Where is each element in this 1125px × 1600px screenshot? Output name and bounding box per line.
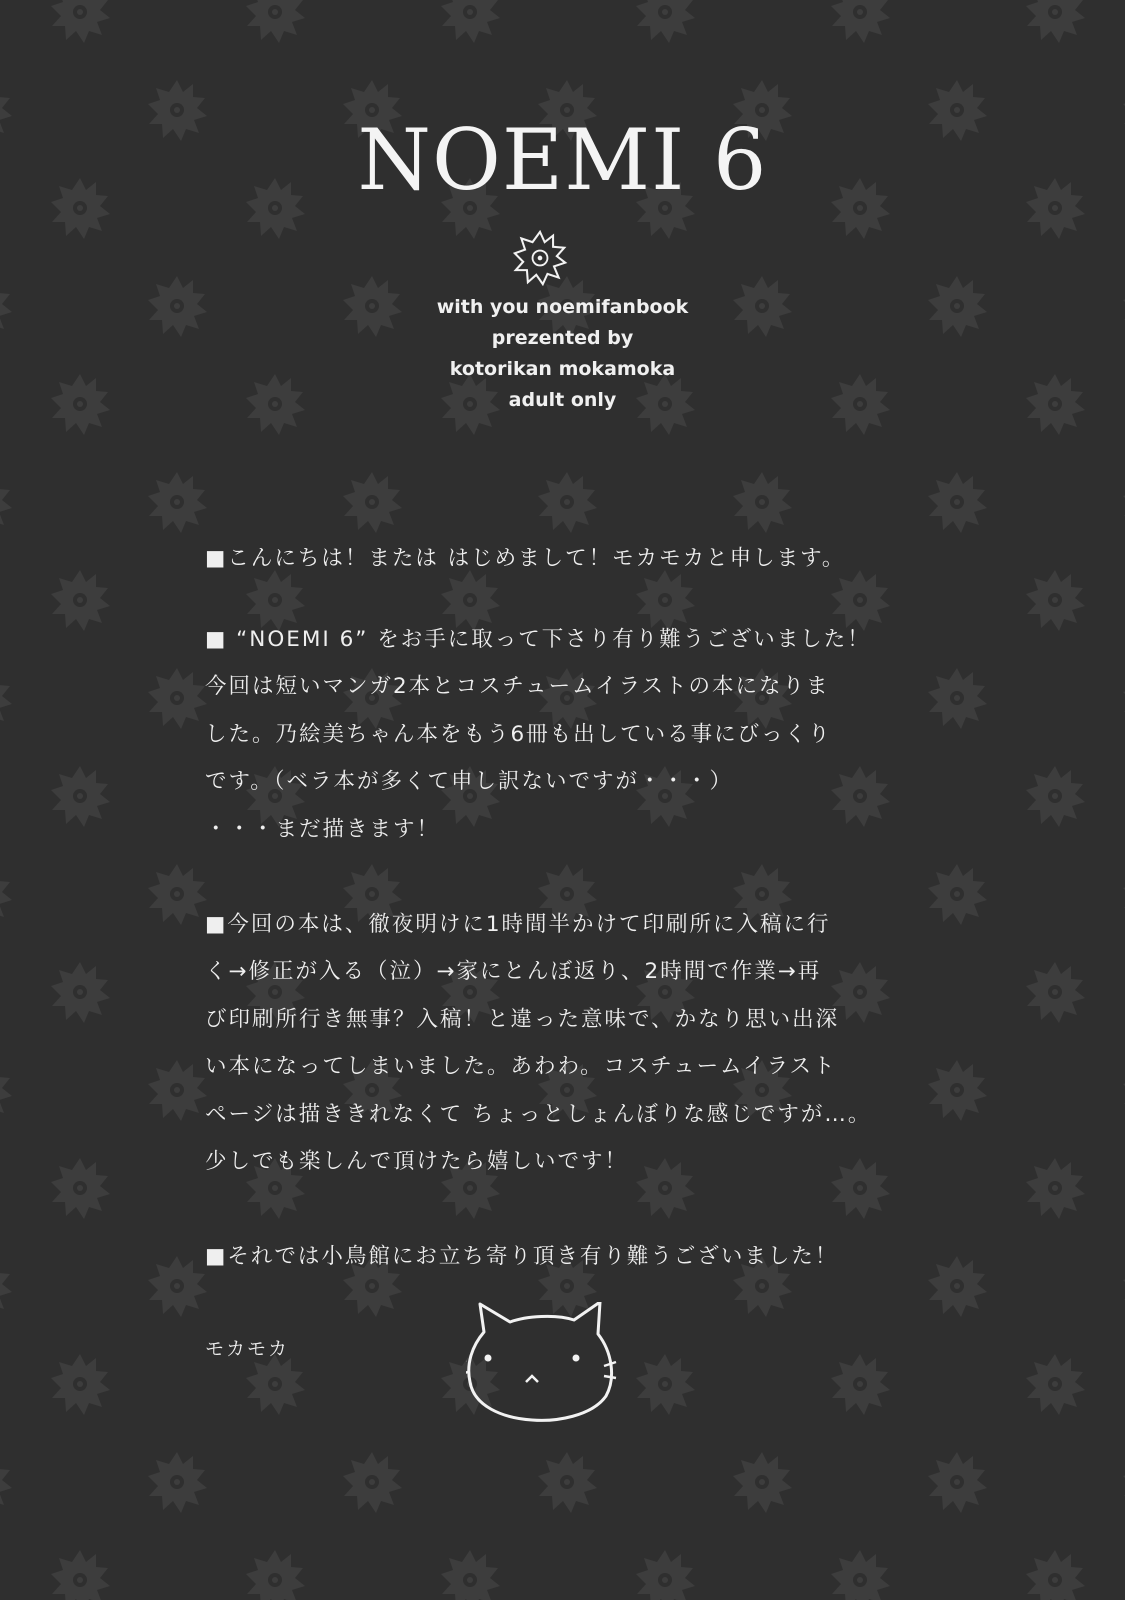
text-line: ■今回の本は、徹夜明けに1時間半かけて印刷所に入稿に行 (205, 911, 831, 937)
flower-pattern-icon (441, 0, 500, 43)
text-line: い本になってしまいました。あわわ。コスチュームイラスト (205, 1054, 837, 1079)
flower-pattern-icon (1026, 1158, 1085, 1219)
flower-pattern-icon (538, 472, 597, 533)
flower-pattern-icon (51, 0, 110, 43)
afterword-text (205, 535, 965, 1281)
flower-pattern-icon (636, 0, 695, 43)
flower-pattern-icon (0, 864, 12, 925)
credits-block (0, 292, 1125, 416)
flower-pattern-icon (538, 1452, 597, 1513)
flower-pattern-icon (148, 1452, 207, 1513)
flower-ornament-icon (512, 230, 568, 286)
text-line: ■ “NOEMI 6” をお手に取って下さり有り難うございました！ (205, 626, 871, 652)
flower-pattern-icon (831, 1550, 890, 1600)
credit-line: prezented by (491, 327, 634, 349)
flower-pattern-icon (1026, 0, 1085, 43)
flower-pattern-icon (51, 766, 110, 827)
flower-pattern-icon (928, 472, 987, 533)
text-line: ■こんにちは！または はじめまして！モカモカと申します。 (205, 546, 846, 571)
flower-pattern-icon (636, 1354, 695, 1415)
flower-pattern-icon (51, 1158, 110, 1219)
flower-pattern-icon (831, 1354, 890, 1415)
flower-pattern-icon (51, 1354, 110, 1415)
flower-pattern-icon (1026, 766, 1085, 827)
flower-pattern-icon (0, 668, 12, 729)
flower-pattern-icon (0, 1060, 12, 1121)
flower-pattern-icon (51, 1550, 110, 1600)
author-signature: モカモカ (205, 1338, 290, 1360)
flower-pattern-icon (148, 472, 207, 533)
cat-face-icon (466, 1302, 622, 1422)
flower-pattern-icon (148, 668, 207, 729)
text-line: び印刷所行き無事？入稿！と違った意味で、かなり思い出深 (205, 1006, 840, 1032)
flower-pattern-icon (343, 1452, 402, 1513)
text-line: ■それでは小鳥館にお立ち寄り頂き有り難うございました！ (205, 1244, 839, 1269)
flower-pattern-icon (1026, 1354, 1085, 1415)
flower-pattern-icon (733, 1452, 792, 1513)
book-title: NOEMI 6 (357, 111, 768, 209)
text-line: です。（ベラ本が多くて申し訳ないですが・・・） (205, 769, 734, 794)
credit-line: kotorikan mokamoka (449, 358, 676, 380)
flower-pattern-icon (148, 864, 207, 925)
flower-pattern-icon (636, 1550, 695, 1600)
flower-pattern-icon (51, 962, 110, 1023)
flower-pattern-icon (831, 0, 890, 43)
flower-pattern-icon (246, 1550, 305, 1600)
flower-pattern-icon (0, 472, 12, 533)
flower-pattern-icon (343, 472, 402, 533)
flower-pattern-icon (0, 1452, 12, 1513)
flower-pattern-icon (928, 1452, 987, 1513)
flower-pattern-icon (148, 1256, 207, 1317)
flower-pattern-icon (1026, 1550, 1085, 1600)
text-line: く→修正が入る（泣）→家にとんぼ返り、2時間で作業→再 (205, 959, 822, 984)
text-line: ページは描ききれなくて ちょっとしょんぼりな感じですが…。 (205, 1101, 872, 1127)
flower-pattern-icon (1026, 962, 1085, 1023)
text-line: 今回は短いマンガ2本とコスチュームイラストの本になりま (205, 674, 830, 699)
flower-pattern-icon (733, 472, 792, 533)
flower-pattern-icon (246, 1354, 305, 1415)
flower-pattern-icon (0, 1256, 12, 1317)
flower-pattern-icon (246, 0, 305, 43)
flower-pattern-icon (441, 1550, 500, 1600)
flower-pattern-icon (51, 570, 110, 631)
flower-pattern-icon (1026, 570, 1085, 631)
credit-line: with you noemifanbook (436, 296, 689, 318)
credit-line: adult only (508, 389, 617, 411)
text-line: した。乃絵美ちゃん本をもう6冊も出している事にびっくり (205, 721, 832, 747)
text-line: ・・・まだ描きます！ (205, 816, 441, 842)
text-line: 少しでも楽しんで頂けたら嬉しいです！ (205, 1149, 629, 1174)
flower-pattern-icon (148, 1060, 207, 1121)
